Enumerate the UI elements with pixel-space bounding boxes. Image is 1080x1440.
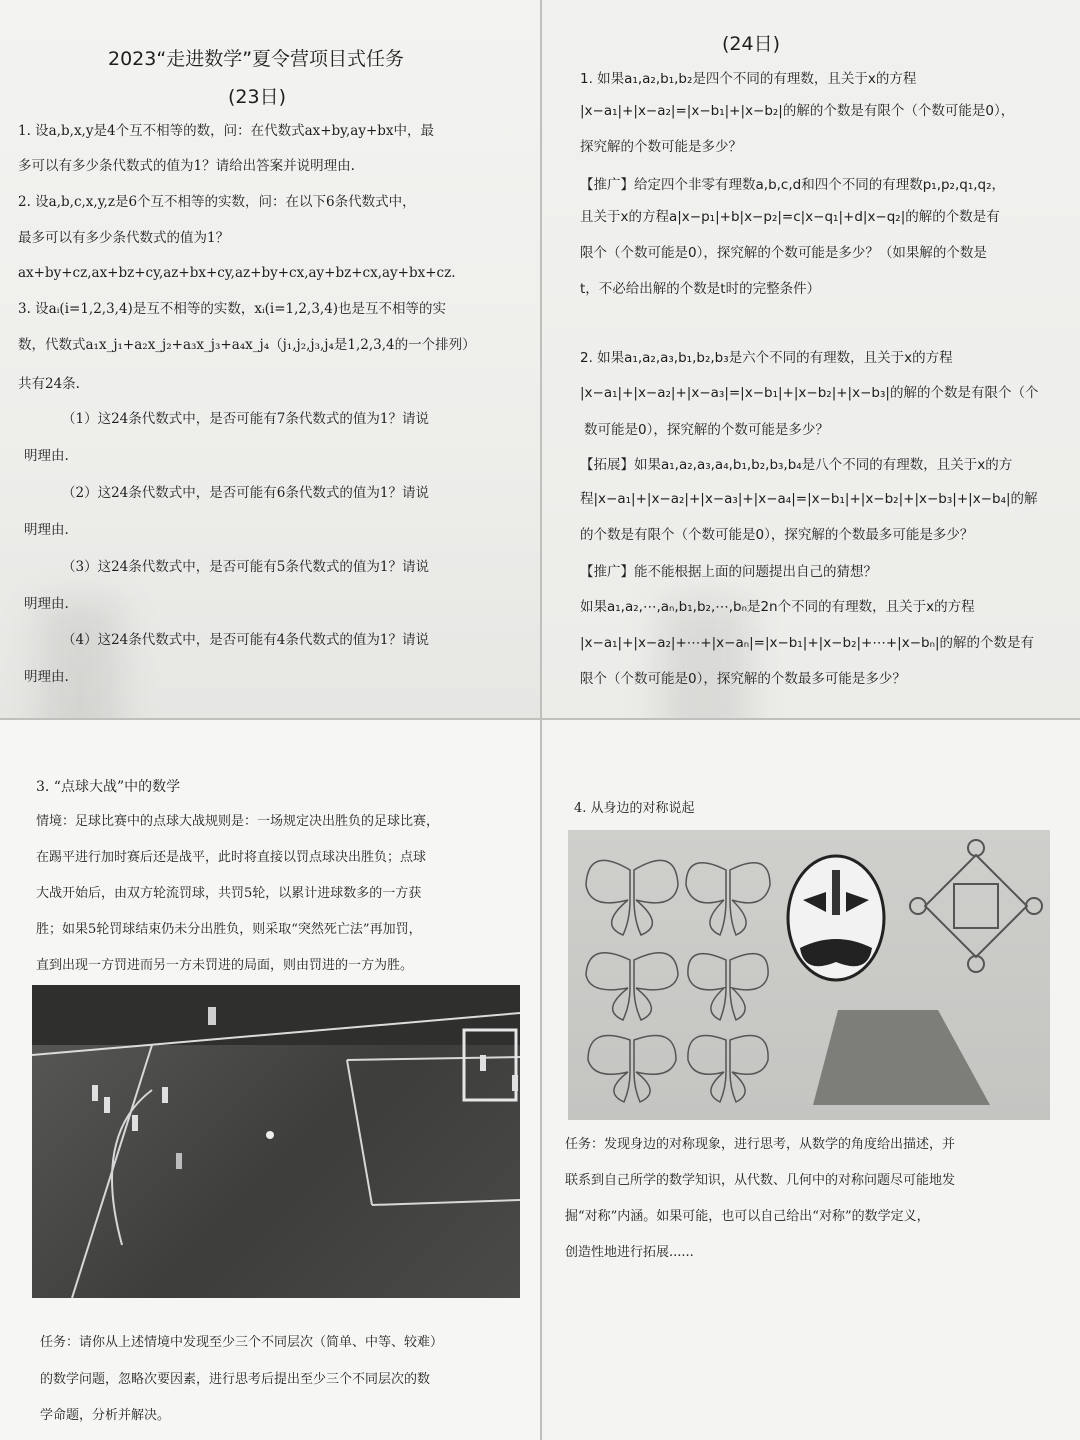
day-label: (23日) bbox=[228, 86, 287, 108]
text-line: （4）这24条代数式中，是否可能有4条代数式的值为1？请说 bbox=[62, 632, 429, 648]
text-line: 2. 如果a₁,a₂,a₃,b₁,b₂,b₃是六个不同的有理数，且关于x的方程 bbox=[580, 350, 953, 366]
text-line: 胜；如果5轮罚球结束仍未分出胜负，则采取“突然死亡法”再加罚， bbox=[36, 922, 422, 937]
text-line: （3）这24条代数式中，是否可能有5条代数式的值为1？请说 bbox=[62, 559, 429, 575]
text-line: 【推广】能不能根据上面的问题提出自己的猜想？ bbox=[580, 564, 877, 580]
trapezoid-shape bbox=[813, 1010, 990, 1105]
text-line: 3. 设aᵢ(i=1,2,3,4)是互不相等的实数，xᵢ(i=1,2,3,4)也是互不相等的实 bbox=[18, 301, 447, 317]
text-line: 大战开始后，由双方轮流罚球，共罚5轮，以累计进球数多的一方获 bbox=[36, 886, 422, 901]
penalty-shootout-task bbox=[0, 720, 540, 1440]
text-line: 1. 如果a₁,a₂,b₁,b₂是四个不同的有理数，且关于x的方程 bbox=[580, 71, 917, 87]
football-field-photo bbox=[32, 985, 520, 1298]
text-line: 明理由. bbox=[24, 448, 69, 464]
text-line: （1）这24条代数式中，是否可能有7条代数式的值为1？请说 bbox=[62, 411, 429, 427]
section-heading: 3. “点球大战”中的数学 bbox=[36, 779, 181, 795]
text-line: 数，代数式a₁x_j₁+a₂x_j₂+a₃x_j₃+a₄x_j₄（j₁,j₂,j₃,j₄是1,2,3,4的一个排列） bbox=[18, 337, 476, 353]
text-line: 掘“对称”内涵。如果可能，也可以自己给出“对称”的数学定义， bbox=[565, 1209, 930, 1224]
text-line: |x−a₁|+|x−a₂|+|x−a₃|=|x−b₁|+|x−b₂|+|x−b₃|的解的个数是有限个（个 bbox=[580, 385, 1039, 401]
section-heading: 4. 从身边的对称说起 bbox=[574, 801, 695, 816]
symmetry-task bbox=[540, 720, 1080, 1440]
text-line: 明理由. bbox=[24, 596, 69, 612]
worksheet-day23 bbox=[0, 0, 540, 718]
text-line: 明理由. bbox=[24, 522, 69, 538]
text-line: 学命题，分析并解决。 bbox=[40, 1408, 171, 1423]
text-line: 限个（个数可能是0），探究解的个数最多可能是多少？ bbox=[580, 671, 906, 687]
text-line: 限个（个数可能是0），探究解的个数可能是多少？（如果解的个数是 bbox=[580, 245, 987, 261]
text-line: 联系到自己所学的数学知识，从代数、几何中的对称问题尽可能地发 bbox=[565, 1173, 956, 1188]
text-line: t，不必给出解的个数是t时的完整条件） bbox=[580, 281, 821, 297]
text-line: 数可能是0），探究解的个数可能是多少？ bbox=[584, 422, 829, 438]
text-line: 的个数是有限个（个数可能是0），探究解的个数最多可能是多少？ bbox=[580, 527, 974, 543]
text-line: 在踢平进行加时赛后还是战平，此时将直接以罚点球决出胜负；点球 bbox=[36, 850, 427, 865]
field-lines-graphic bbox=[32, 985, 520, 1298]
text-line: |x−a₁|+|x−a₂|+⋯+|x−aₙ|=|x−b₁|+|x−b₂|+⋯+|x−bₙ|的解的个数是有 bbox=[580, 635, 1034, 651]
symmetry-figures bbox=[568, 830, 1050, 1120]
text-line: 程|x−a₁|+|x−a₂|+|x−a₃|+|x−a₄|=|x−b₁|+|x−b₂|+|x−b₃|+|x−b₄|的解 bbox=[580, 491, 1038, 507]
symmetry-images bbox=[568, 830, 1050, 1120]
text-line: 共有24条. bbox=[18, 376, 80, 392]
opera-mask-icon bbox=[788, 856, 884, 980]
finger-shadow bbox=[40, 600, 120, 718]
paper-cut-icon bbox=[910, 840, 1042, 972]
text-line: 【拓展】如果a₁,a₂,a₃,a₄,b₁,b₂,b₃,b₄是八个不同的有理数，且关于x的方 bbox=[580, 457, 1013, 473]
text-line: 1. 设a,b,x,y是4个互不相等的数，问：在代数式ax+by,ay+bx中，最 bbox=[18, 123, 435, 139]
text-line: （2）这24条代数式中，是否可能有6条代数式的值为1？请说 bbox=[62, 485, 429, 501]
text-line: 探究解的个数可能是多少？ bbox=[580, 139, 742, 155]
text-line: 多可以有多少条代数式的值为1？请给出答案并说明理由. bbox=[18, 158, 355, 174]
text-line: 的数学问题，忽略次要因素，进行思考后提出至少三个不同层次的数 bbox=[40, 1372, 431, 1387]
text-line: 最多可以有多少条代数式的值为1？ bbox=[18, 230, 230, 246]
text-line: 如果a₁,a₂,⋯,aₙ,b₁,b₂,⋯,bₙ是2n个不同的有理数，且关于x的方程 bbox=[580, 599, 975, 615]
text-line: 任务：请你从上述情境中发现至少三个不同层次（简单、中等、较难） bbox=[40, 1335, 444, 1350]
day-label: (24日) bbox=[722, 33, 781, 55]
text-line: |x−a₁|+|x−a₂|=|x−b₁|+|x−b₂|的解的个数是有限个（个数可能是0）， bbox=[580, 103, 1015, 119]
panel-divider-vertical bbox=[540, 0, 542, 1440]
text-line: 情境：足球比赛中的点球大战规则是：一场规定决出胜负的足球比赛， bbox=[36, 814, 440, 829]
text-line: 直到出现一方罚进而另一方未罚进的局面，则由罚进的一方为胜。 bbox=[36, 958, 414, 973]
text-line: ax+by+cz,ax+bz+cy,az+bx+cy,az+by+cx,ay+bz+cx,ay+bx+cz. bbox=[18, 265, 456, 281]
finger-shadow bbox=[660, 600, 750, 718]
butterfly-icon bbox=[586, 860, 770, 1102]
text-line: 【推广】给定四个非零有理数a,b,c,d和四个不同的有理数p₁,p₂,q₁,q₂， bbox=[580, 177, 1006, 193]
text-line: 创造性地进行拓展...... bbox=[565, 1245, 694, 1260]
text-line: 且关于x的方程a|x−p₁|+b|x−p₂|=c|x−q₁|+d|x−q₂|的解的个数是有 bbox=[580, 209, 1000, 225]
text-line: 2. 设a,b,c,x,y,z是6个互不相等的实数，问：在以下6条代数式中， bbox=[18, 194, 416, 210]
worksheet-day24 bbox=[540, 0, 1080, 718]
panel-divider-horizontal bbox=[0, 718, 1080, 720]
text-line: 任务：发现身边的对称现象，进行思考，从数学的角度给出描述，并 bbox=[565, 1137, 956, 1152]
text-line: 明理由. bbox=[24, 669, 69, 685]
worksheet-title: 2023“走进数学”夏令营项目式任务 bbox=[108, 48, 405, 70]
